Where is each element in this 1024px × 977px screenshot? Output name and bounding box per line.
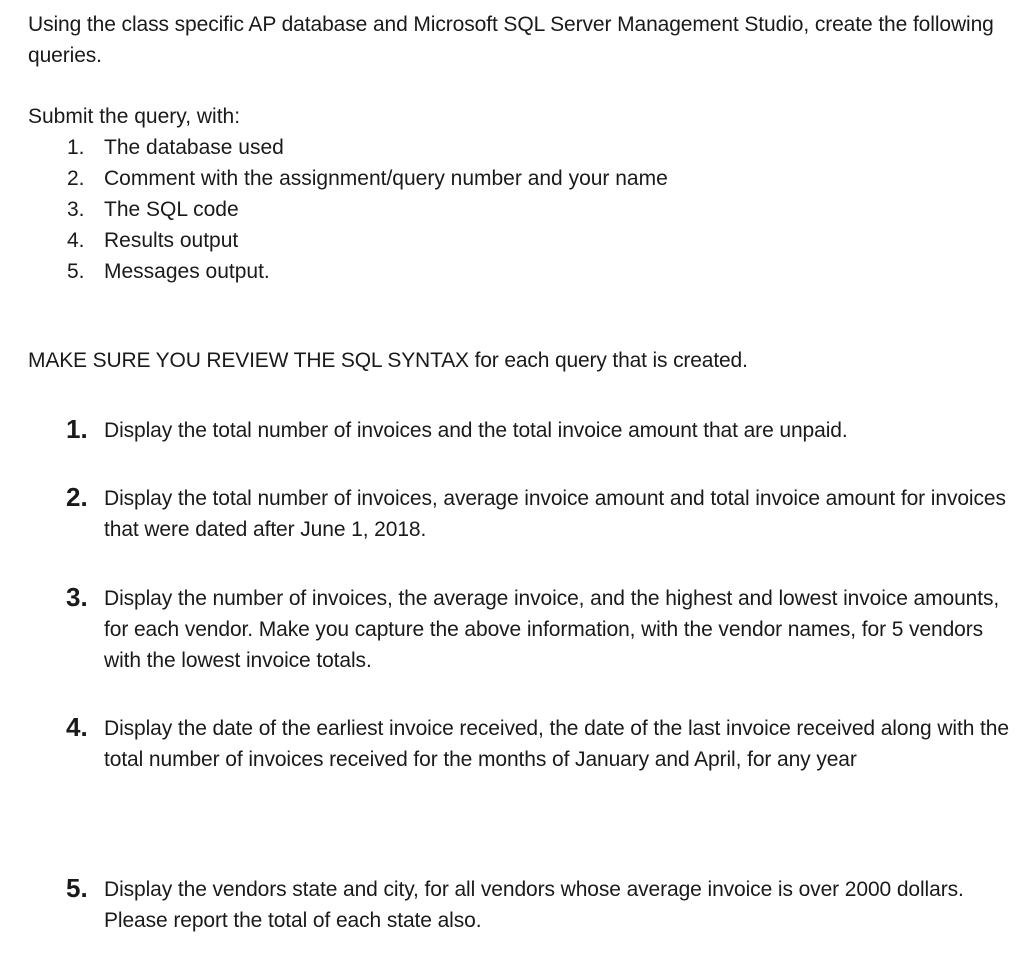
query-text: Display the total number of invoices and the total invoice amount that are unpaid. xyxy=(104,419,848,442)
intro-paragraph: Using the class specific AP database and Microsoft SQL Server Management Studio, create the following queries. xyxy=(28,13,994,67)
syntax-warning: MAKE SURE YOU REVIEW THE SQL SYNTAX for each query that is created. xyxy=(28,349,748,372)
submit-heading: Submit the query, with: xyxy=(28,105,241,128)
query-text: Display the number of invoices, the average invoice, and the highest and lowest invoice amounts, for each vendor. Make you capture the above information, with the vendor names, for 5 vendors with the lowest invoice totals. xyxy=(104,587,1000,672)
list-item-number: 5. xyxy=(67,260,85,283)
list-item-text: The database used xyxy=(104,136,284,159)
list-item-text: Messages output. xyxy=(104,260,270,283)
list-item-number: 1. xyxy=(67,136,85,159)
query-text: Display the vendors state and city, for all vendors whose average invoice is over 2000 dollars. Please report the total of each state also. xyxy=(104,878,964,932)
query-number: 2. xyxy=(66,482,88,512)
list-item-number: 3. xyxy=(67,198,85,221)
query-number: 5. xyxy=(66,873,88,903)
list-item-text: Results output xyxy=(104,229,239,252)
list-item-text: Comment with the assignment/query number and your name xyxy=(104,167,668,190)
list-item-text: The SQL code xyxy=(104,198,239,221)
list-item-number: 2. xyxy=(67,167,85,190)
query-number: 1. xyxy=(66,414,88,444)
query-number: 3. xyxy=(66,582,88,612)
query-text: Display the date of the earliest invoice received, the date of the last invoice received along with the total number of invoices received for the months of January and April, for any year xyxy=(104,717,1009,771)
query-text: Display the total number of invoices, average invoice amount and total invoice amount for invoices that were dated after June 1, 2018. xyxy=(104,487,1006,541)
list-item-number: 4. xyxy=(67,229,85,252)
query-number: 4. xyxy=(66,712,88,742)
